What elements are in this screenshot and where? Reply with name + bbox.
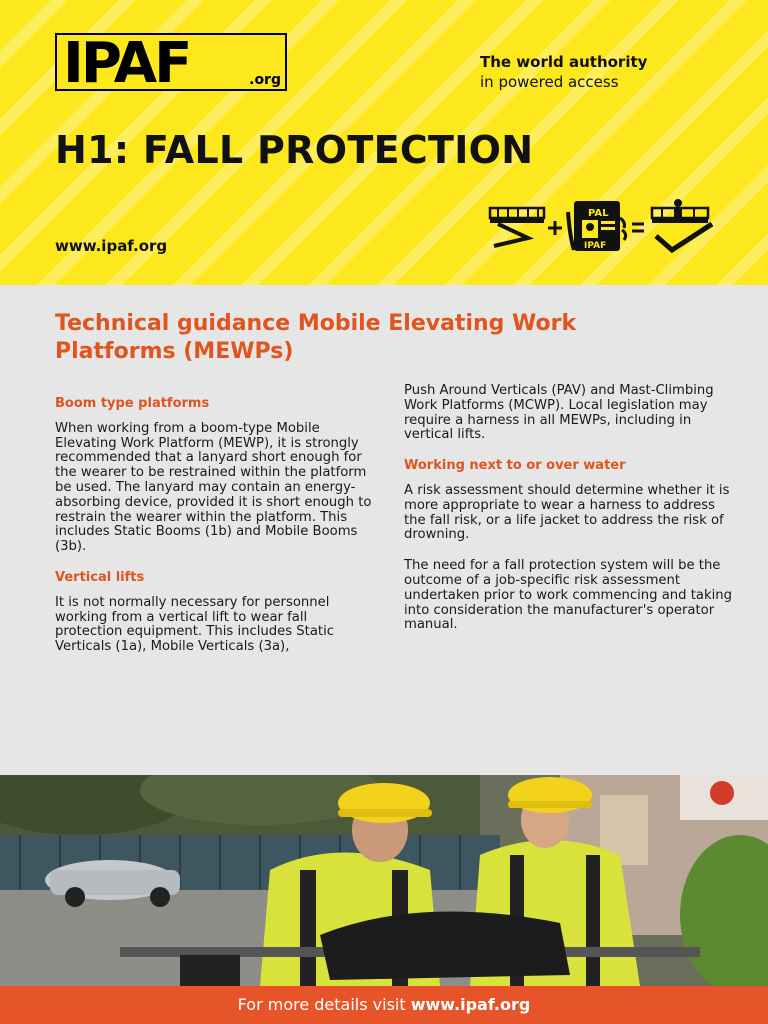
left-column [55,397,377,671]
section-subtitle: Technical guidance Mobile Elevating Work Platforms (MEWPs) [55,311,577,364]
pal-card-icon [568,201,626,251]
fall-protection-equation-graphic [488,198,718,256]
equals-icon [632,224,644,231]
tagline-line-1: The world authority [480,53,648,71]
vertical-lifts-heading: Vertical lifts [55,569,145,585]
water-body-1: A risk assessment should determine whether it is more appropriate to wear a harness to address the fall risk, or a life jacket to address the risk of drowning. [404,482,730,543]
platform-worker-icon [652,199,708,223]
platform-icon [490,208,544,246]
boom-type-heading: Boom type platforms [55,396,210,411]
footer-url-link[interactable]: www.ipaf.org [410,995,531,1014]
right-column [404,384,734,649]
vertical-lifts-continued: Push Around Verticals (PAV) and Mast-Climbing Work Platforms (MCWP). Local legislation may require a harness in all MEWPs, including in vertical lifts. [404,383,714,443]
footer-banner [0,986,768,1024]
header [0,0,768,285]
page-title: H1: FALL PROTECTION [55,128,534,172]
tagline [480,52,647,92]
plus-icon [548,221,562,235]
header-url-link[interactable]: www.ipaf.org [55,237,168,255]
pal-card-brand: IPAF [584,241,607,251]
technical-guidance-section [0,285,768,775]
boom-type-body: When working from a boom-type Mobile Elevating Work Platform (MEWP), it is strongly recommended that a lanyard short enough for the wearer to be restrained within the platform be used. The lanyard may contain an energy-absorbing device, provided it is short enough to restrain the wearer within the platform. This includes Static Booms (1b) and Mobile Booms (3b). [55,420,372,555]
logo-org-suffix: .org [249,72,281,88]
check-icon [656,224,712,250]
vertical-lifts-body: It is not normally necessary for personnel working from a vertical lift to wear fall protection equipment. This includes Static Verticals (1a), Mobile Verticals (3a), [55,594,334,655]
logo-text: IPAF [63,33,190,91]
workers-on-platform-photo [0,775,768,986]
water-body-2: The need for a fall protection system will be the outcome of a job-specific risk assessment undertaken prior to work commencing and taking into consideration the manufacturer's operator manual. [404,558,732,633]
ipaf-logo[interactable] [55,33,287,91]
pal-card-label: PAL [588,208,609,219]
tagline-line-2: in powered access [480,73,619,91]
footer-prefix: For more details visit [237,995,411,1014]
water-heading: Working next to or over water [404,458,626,474]
